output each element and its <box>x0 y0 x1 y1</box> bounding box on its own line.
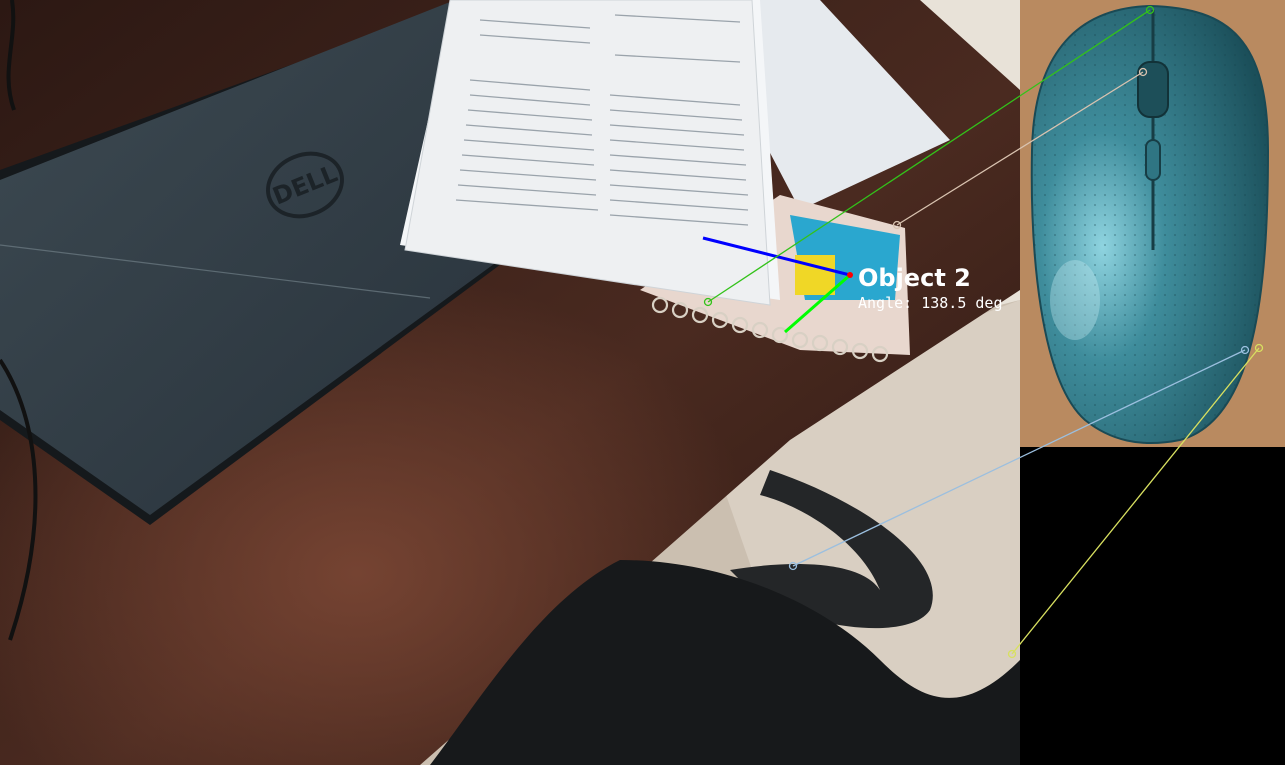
angle-readout: Angle: 138.5 deg <box>858 294 1003 312</box>
svg-text:DELL: DELL <box>268 159 342 211</box>
object-label: Object 2 <box>858 264 971 292</box>
reference-mouse-image <box>1020 0 1285 765</box>
object-center-marker <box>847 272 853 278</box>
scroll-wheel <box>1138 62 1168 117</box>
